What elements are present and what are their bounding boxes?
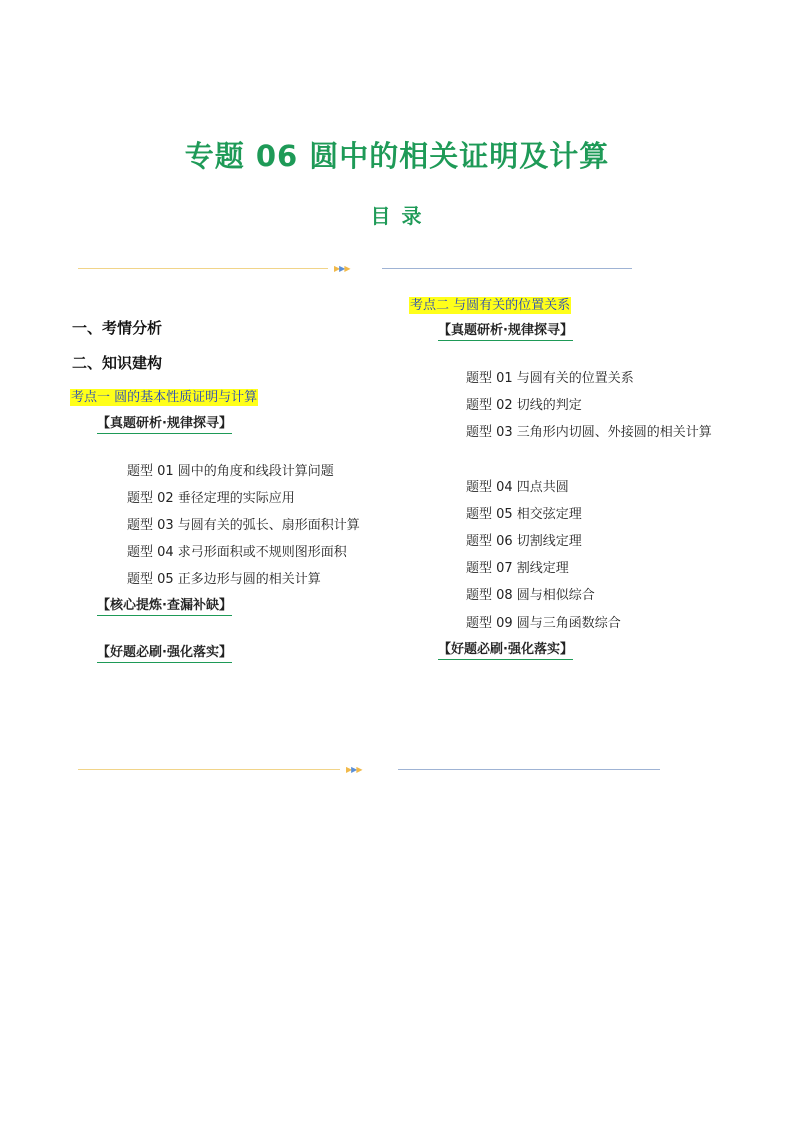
heading-kaoqing[interactable]: 一、考情分析 [72,319,163,337]
right-toc-item[interactable]: 题型 05 相交弦定理 [466,507,582,522]
divider-arrows-icon: ▶▶▶ [334,264,350,273]
kaodian-one-link[interactable]: 考点一 圆的基本性质证明与计算 [71,390,258,405]
right-toc-item[interactable]: 题型 09 圆与三角函数综合 [466,616,621,631]
right-toc-item[interactable]: 题型 07 割线定理 [466,561,569,576]
right-toc-item[interactable]: 题型 01 与圆有关的位置关系 [466,371,634,386]
kaodian-two-link[interactable]: 考点二 与圆有关的位置关系 [410,298,571,313]
left-toc-item[interactable]: 题型 05 正多边形与圆的相关计算 [127,572,321,587]
right-toc-item[interactable]: 题型 03 三角形内切圆、外接圆的相关计算 [466,425,712,440]
divider-arrows-icon: ▶▶▶ [346,765,362,774]
right-haoti-link[interactable]: 【好题必刷·强化落实】 [438,642,573,660]
divider-line-right [398,769,660,770]
left-haoti-link[interactable]: 【好题必刷·强化落实】 [97,645,232,663]
page-title: 专题 06 圆中的相关证明及计算 [184,139,610,173]
left-hexin-link[interactable]: 【核心提炼·查漏补缺】 [97,598,232,616]
right-toc-item[interactable]: 题型 08 圆与相似综合 [466,588,595,603]
heading-zhishi[interactable]: 二、知识建构 [72,354,163,372]
left-toc-item[interactable]: 题型 04 求弓形面积或不规则图形面积 [127,545,347,560]
left-toc-item[interactable]: 题型 03 与圆有关的弧长、扇形面积计算 [127,518,360,533]
top-divider [78,265,632,273]
bottom-divider [78,766,660,774]
right-toc-item[interactable]: 题型 02 切线的判定 [466,398,582,413]
divider-line-left [78,268,328,269]
left-toc-item[interactable]: 题型 01 圆中的角度和线段计算问题 [127,464,334,479]
divider-line-left [78,769,340,770]
right-zhenti-link[interactable]: 【真题研析·规律探寻】 [438,323,573,341]
left-zhenti-link[interactable]: 【真题研析·规律探寻】 [97,416,232,434]
divider-line-right [382,268,632,269]
right-toc-item[interactable]: 题型 04 四点共圆 [466,480,569,495]
left-toc-item[interactable]: 题型 02 垂径定理的实际应用 [127,491,295,506]
right-toc-item[interactable]: 题型 06 切割线定理 [466,534,582,549]
toc-heading: 目 录 [370,204,424,228]
